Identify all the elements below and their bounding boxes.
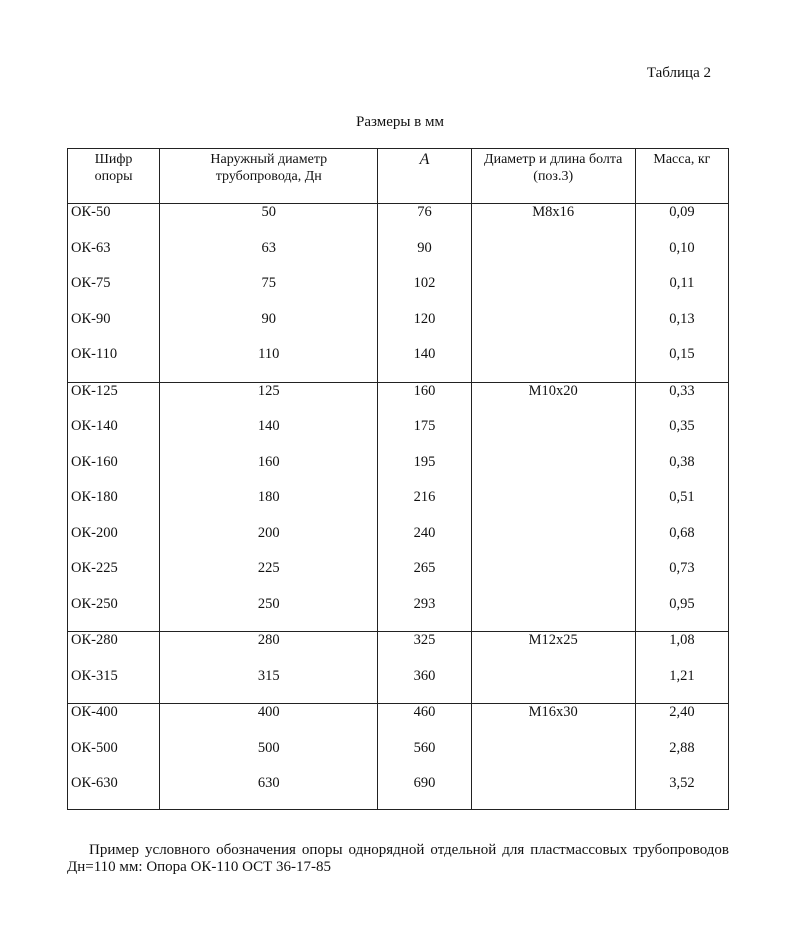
table-row: ОК-630 630 690 3,52	[68, 775, 729, 810]
header-code: Шифр опоры	[68, 149, 160, 204]
table-row: ОК-280 280 325 М12х25 1,08	[68, 632, 729, 668]
table-row: ОК-500 500 560 2,88	[68, 740, 729, 776]
table-row: ОК-75 75 102 0,11	[68, 275, 729, 311]
table-row: ОК-90 90 120 0,13	[68, 311, 729, 347]
table-caption: Размеры в мм	[355, 114, 444, 130]
table-row: ОК-125 125 160 М10х20 0,33	[68, 382, 729, 418]
table-row: ОК-140 140 175 0,35	[68, 418, 729, 454]
table-row: ОК-200 200 240 0,68	[68, 525, 729, 561]
header-row	[68, 149, 729, 204]
table-row: ОК-315 315 360 1,21	[68, 668, 729, 704]
designation-example-note: Пример условного обозначения опоры однорядной отдельной для пластмассовых трубопроводов Дн=110 мм: Опора ОК-110 ОСТ 36-17-85	[67, 842, 729, 875]
table-row: ОК-225 225 265 0,73	[68, 560, 729, 596]
table-row: ОК-180 180 216 0,51	[68, 489, 729, 525]
table-row: ОК-50 50 76 М8х16 0,09	[68, 204, 729, 240]
table-row: ОК-63 63 90 0,10	[68, 240, 729, 276]
header-bolt: Диаметр и длина болта (поз.3)	[471, 149, 635, 204]
header-mass: Масса, кг	[635, 149, 728, 204]
table-row: ОК-160 160 195 0,38	[68, 454, 729, 490]
header-a: A	[378, 149, 471, 204]
header-diameter: Наружный диаметр трубопровода, Дн	[160, 149, 378, 204]
table-row: ОК-400 400 460 М16х30 2,40	[68, 704, 729, 740]
table-number: Таблица 2	[646, 65, 711, 81]
dimensions-table	[67, 148, 729, 810]
table-row: ОК-250 250 293 0,95	[68, 596, 729, 632]
table-row: ОК-110 110 140 0,15	[68, 346, 729, 382]
